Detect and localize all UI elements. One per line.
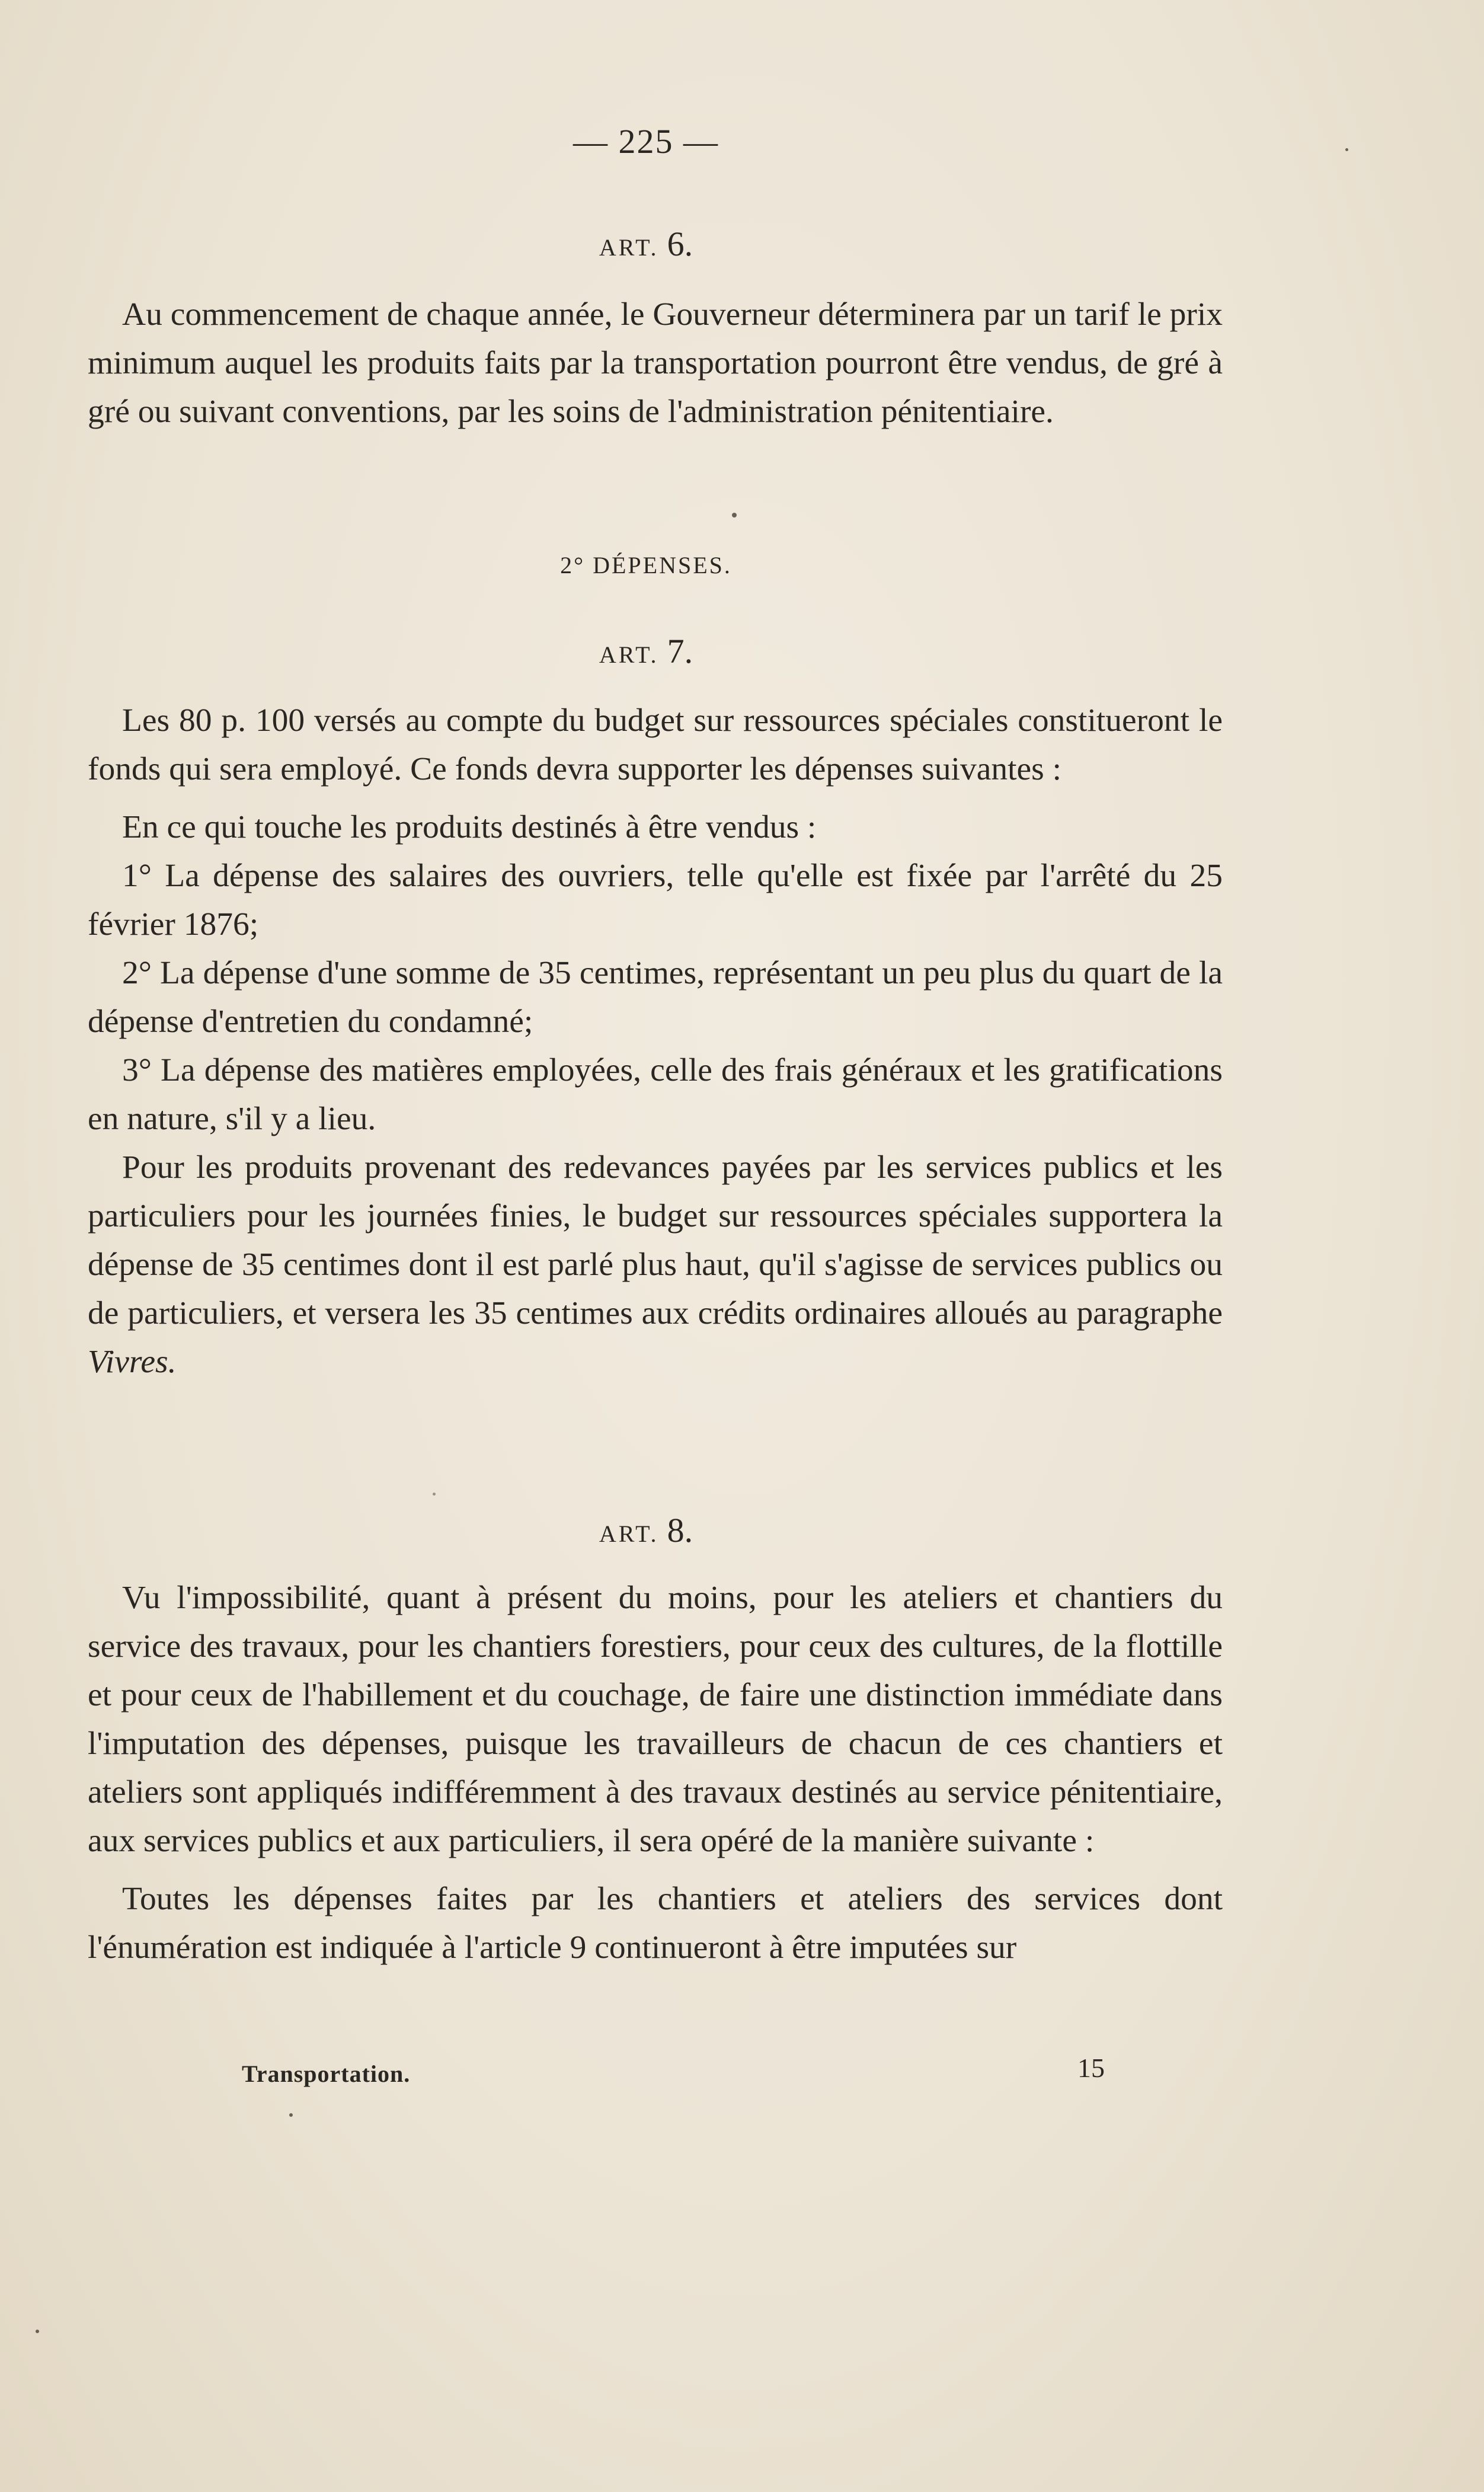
article-number: 7. [667, 632, 693, 670]
paper-speck [433, 1493, 436, 1496]
footer-sheet-number: 15 [1077, 2053, 1105, 2083]
article-7-paragraph-1: Les 80 p. 100 versés au compte du budget sur ressources spéciales constitueront le fonds qui sera employé. Ce fonds devra supporter les dépenses suivantes : [88, 702, 1223, 787]
section-heading: 2° DÉPENSES. [560, 552, 732, 579]
article-number: 8. [667, 1511, 693, 1549]
article-8-paragraph-1: Vu l'impossibilité, quant à présent du moins, pour les ateliers et chantiers du service des travaux, pour les chantiers forestiers, pour ceux des cultures, de la flottille et pour ceux de l'habillement et du couchage, de faire une distinction immédiate dans l'imputation des dépenses, puisque les travailleurs de chacun de ces chantiers et ateliers sont appliqués indifféremment à des travaux destinés au service pénitentiaire, aux services publics et aux particuliers, il sera opéré de la manière suivante : [88, 1580, 1223, 1859]
article-6-heading [0, 224, 1292, 264]
article-7-heading [0, 631, 1292, 671]
article-6-paragraph: Au commencement de chaque année, le Gouverneur déterminera par un tarif le prix minimum auquel les produits faits par la transportation pourront être vendus, de gré à gré ou suivant conventions, par les soins de l'administration pénitentiaire. [88, 296, 1223, 430]
paper-speck [732, 513, 737, 517]
article-7-body [88, 697, 1223, 1386]
article-label: ART. [599, 1520, 659, 1547]
article-7-item-2: 2° La dépense d'une somme de 35 centimes, représentant un peu plus du quart de la dépense d'entretien du condamné; [88, 955, 1223, 1040]
footer-signature: Transportation. [242, 2060, 411, 2087]
article-7-paragraph-2: En ce qui touche les produits destinés à être vendus : [122, 809, 817, 845]
article-7-paragraph-6-text: Pour les produits provenant des redevances payées par les services publics et les particuliers pour les journées finies, le budget sur ressources spéciales supportera la dépense de 35 centimes dont il est parlé plus haut, qu'il s'agisse de services publics ou de particuliers, et versera les 35 centimes aux crédits ordinaires alloués au paragraphe [88, 1149, 1223, 1331]
article-7-paragraph-6-italic: Vivres. [88, 1344, 177, 1380]
article-8-heading [0, 1510, 1292, 1550]
article-number: 6. [667, 225, 693, 263]
page-number: — 225 — [573, 122, 719, 161]
article-8-body [88, 1574, 1223, 1972]
article-label: ART. [599, 641, 659, 668]
article-7-item-3: 3° La dépense des matières employées, celle des frais généraux et les gratifications en nature, s'il y a lieu. [88, 1052, 1223, 1137]
article-6-body [88, 290, 1223, 436]
paper-speck [1345, 148, 1348, 151]
article-7-paragraph-6 [88, 1143, 1223, 1386]
article-7-item-1: 1° La dépense des salaires des ouvriers, telle qu'elle est fixée par l'arrêté du 25 février 1876; [88, 858, 1223, 943]
article-8-paragraph-2: Toutes les dépenses faites par les chantiers et ateliers des services dont l'énumération est indiquée à l'article 9 continueront à être imputées sur [88, 1881, 1223, 1966]
paper-speck [289, 2113, 293, 2117]
article-label: ART. [599, 234, 659, 261]
paper-speck [36, 2330, 39, 2333]
